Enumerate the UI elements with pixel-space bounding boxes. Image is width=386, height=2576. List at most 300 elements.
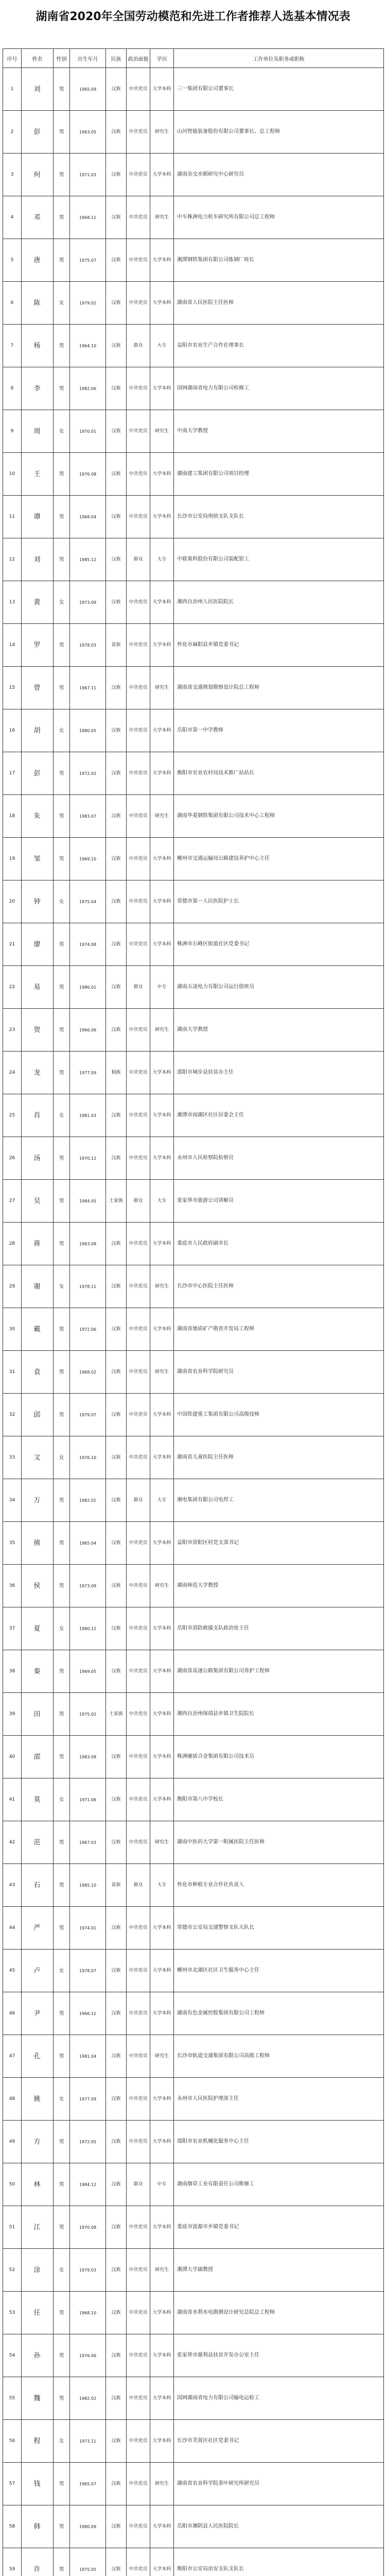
table-cell: 永州市人民检察院检察官 (174, 1137, 384, 1180)
column-header: 姓名 (22, 49, 54, 68)
table-cell: 2 (3, 111, 22, 154)
table-cell: 汉族 (106, 111, 127, 154)
table-cell: 4 (3, 196, 22, 239)
table-cell: 何 (22, 154, 54, 196)
table-cell: 大专 (150, 1180, 174, 1223)
table-cell: 大学本科 (150, 1052, 174, 1094)
column-header: 性别 (54, 49, 70, 68)
table-cell: 研究生 (150, 1265, 174, 1308)
table-cell: 大学本科 (150, 1137, 174, 1180)
table-cell: 男 (54, 923, 70, 966)
table-row (3, 2163, 384, 2206)
table-cell: 1972.02 (70, 752, 106, 795)
table-cell: 范 (22, 1821, 54, 1864)
table-cell: 大学本科 (150, 1992, 174, 2035)
table-row (3, 667, 384, 709)
table-cell: 男 (54, 1992, 70, 2035)
table-cell: 55 (3, 2377, 22, 2420)
table-cell: 大学本科 (150, 624, 174, 667)
table-cell: 汉族 (106, 752, 127, 795)
table-cell: 湖南省农业科学院茶叶研究所研究员 (174, 2463, 384, 2505)
table-cell: 益阳市资阳区村党支部书记 (174, 1522, 384, 1565)
column-header: 学历 (150, 49, 174, 68)
table-cell: 研究生 (150, 1565, 174, 1607)
table-cell: 长沙市公安局刑侦支队支队长 (174, 496, 384, 538)
table-cell: 7 (3, 325, 22, 367)
table-cell: 1971.03 (70, 154, 106, 196)
table-cell: 男 (54, 1522, 70, 1565)
table-cell: 湖南五凌电力有限公司运行值班员 (174, 966, 384, 1009)
table-cell: 男 (54, 2121, 70, 2163)
table-cell: 朱 (22, 795, 54, 838)
table-cell: 汉族 (106, 1137, 127, 1180)
table-cell: 永州市人民医院护理部主任 (174, 2078, 384, 2121)
column-header: 工作单位及职务或职称 (174, 49, 384, 68)
table-row (3, 795, 384, 838)
table-cell: 中共党员 (127, 1736, 150, 1778)
table-cell: 13 (3, 581, 22, 624)
table-cell: 刘 (22, 538, 54, 581)
table-cell: 汉族 (106, 2463, 127, 2505)
table-cell: 邵阳市城步县扶贫办主任 (174, 1052, 384, 1094)
table-cell: 女 (54, 1094, 70, 1137)
document-title: 湖南省2020年全国劳动模范和先进工作者推荐人选基本情况表 (36, 10, 350, 23)
table-cell: 长沙市轨道交通集团有限公司高级工程师 (174, 2035, 384, 2078)
table-cell: 怀化市麻阳县乡镇党委书记 (174, 624, 384, 667)
table-cell: 中共党员 (127, 1650, 150, 1693)
table-cell: 1977.09 (70, 1052, 106, 1094)
table-cell: 常德市公安局交通警察支队大队长 (174, 1907, 384, 1950)
table-cell: 湘西自治州人民医院院长 (174, 581, 384, 624)
table-cell: 中共党员 (127, 1436, 150, 1479)
table-cell: 1979.02 (70, 282, 106, 325)
table-cell: 1966.06 (70, 1009, 106, 1052)
table-cell: 女 (54, 2249, 70, 2292)
table-cell: 男 (54, 111, 70, 154)
table-cell: 大专 (150, 1864, 174, 1907)
table-cell: 23 (3, 1009, 22, 1052)
table-cell: 孙 (22, 2334, 54, 2377)
table-cell: 女 (54, 581, 70, 624)
table-cell: 36 (3, 1565, 22, 1607)
table-cell: 湘潭钢铁集团有限公司炼钢厂班长 (174, 239, 384, 282)
table-cell: 郴州市交通运输局公路建设养护中心主任 (174, 838, 384, 880)
table-cell: 曾 (22, 667, 54, 709)
table-cell: 中共党员 (127, 709, 150, 752)
table-cell: 14 (3, 624, 22, 667)
table-cell: 戴 (22, 1308, 54, 1351)
table-row (3, 1265, 384, 1308)
table-cell: 汉族 (106, 325, 127, 367)
table-cell: 中共党员 (127, 154, 150, 196)
table-cell: 群众 (127, 538, 150, 581)
table-row (3, 2420, 384, 2463)
table-cell: 男 (54, 2334, 70, 2377)
table-cell: 男 (54, 1821, 70, 1864)
table-cell: 5 (3, 239, 22, 282)
table-cell: 32 (3, 1394, 22, 1436)
table-row (3, 453, 384, 496)
table-cell: 31 (3, 1351, 22, 1394)
table-cell: 汉族 (106, 154, 127, 196)
table-cell: 汉族 (106, 2121, 127, 2163)
table-cell: 汉族 (106, 1565, 127, 1607)
table-row (3, 496, 384, 538)
table-cell: 女 (54, 1436, 70, 1479)
table-cell: 中共党员 (127, 838, 150, 880)
table-cell: 1980.09 (70, 2505, 106, 2548)
table-cell: 汉族 (106, 1009, 127, 1052)
table-cell: 43 (3, 1864, 22, 1907)
table-cell: 株洲硬质合金集团有限公司技术员 (174, 1736, 384, 1778)
table-cell: 1967.03 (70, 1821, 106, 1864)
table-cell: 衡阳市农业农村局技术推广站站长 (174, 752, 384, 795)
table-cell: 1981.04 (70, 2035, 106, 2078)
table-cell: 18 (3, 795, 22, 838)
table-row (3, 1864, 384, 1907)
table-cell: 大学本科 (150, 709, 174, 752)
table-cell: 大学本科 (150, 1522, 174, 1565)
table-cell: 男 (54, 1351, 70, 1394)
table-cell: 男 (54, 325, 70, 367)
table-cell: 中共党员 (127, 1137, 150, 1180)
table-row (3, 1479, 384, 1522)
table-cell: 17 (3, 752, 22, 795)
table-cell: 常德市第一人民医院护士长 (174, 880, 384, 923)
table-cell: 许 (22, 2548, 54, 2576)
table-cell: 中共党员 (127, 2035, 150, 2078)
table-cell: 钟 (22, 880, 54, 923)
table-row (3, 154, 384, 196)
table-cell: 男 (54, 1736, 70, 1778)
table-cell: 男 (54, 496, 70, 538)
table-cell: 39 (3, 1693, 22, 1736)
table-cell: 群众 (127, 1180, 150, 1223)
table-cell: 易 (22, 966, 54, 1009)
table-cell: 汉族 (106, 966, 127, 1009)
table-cell: 男 (54, 1693, 70, 1736)
table-cell: 湖南中医药大学第一附属医院主任医师 (174, 1821, 384, 1864)
table-cell: 1972.05 (70, 2121, 106, 2163)
table-cell: 37 (3, 1607, 22, 1650)
table-cell: 中共党员 (127, 667, 150, 709)
table-cell: 中共党员 (127, 1265, 150, 1308)
table-cell: 中共党员 (127, 1778, 150, 1821)
table-cell: 中共党员 (127, 2420, 150, 2463)
table-cell: 1976.06 (70, 2334, 106, 2377)
table-row (3, 196, 384, 239)
table-cell: 1975.07 (70, 239, 106, 282)
table-cell: 湘潭市雨湖区社区居委会主任 (174, 1094, 384, 1137)
table-cell: 50 (3, 2163, 22, 2206)
table-cell: 1973.09 (70, 1565, 106, 1607)
table-cell: 夏 (22, 1607, 54, 1650)
table-cell: 中共党员 (127, 624, 150, 667)
table-cell: 大学本科 (150, 1778, 174, 1821)
table-cell: 大学本科 (150, 2334, 174, 2377)
table-cell: 男 (54, 453, 70, 496)
table-cell: 大专 (150, 1479, 174, 1522)
table-cell: 唐 (22, 239, 54, 282)
table-cell: 中共党员 (127, 2249, 150, 2292)
table-cell: 汉族 (106, 1436, 127, 1479)
table-cell: 三一集团有限公司董事长 (174, 68, 384, 111)
table-cell: 熊 (22, 1522, 54, 1565)
table-cell: 汉族 (106, 1094, 127, 1137)
table-cell: 汤 (22, 1137, 54, 1180)
table-cell: 蒋 (22, 1223, 54, 1265)
table-cell: 秦 (22, 1650, 54, 1693)
table-cell: 1966.11 (70, 1992, 106, 2035)
table-cell: 1965.09 (70, 68, 106, 111)
table-row (3, 2377, 384, 2420)
table-cell: 汉族 (106, 1650, 127, 1693)
table-cell: 大学本科 (150, 2206, 174, 2249)
table-row (3, 2121, 384, 2163)
table-cell: 1983.07 (70, 795, 106, 838)
table-cell: 大学本科 (150, 581, 174, 624)
table-cell: 湖南省农业科学院研究员 (174, 1351, 384, 1394)
table-cell: 湘电集团有限公司电焊工 (174, 1479, 384, 1522)
table-cell: 研究生 (150, 2463, 174, 2505)
table-cell: 1978.03 (70, 624, 106, 667)
table-cell: 湖南建工集团有限公司项目经理 (174, 453, 384, 496)
table-cell: 1979.03 (70, 2249, 106, 2292)
table-cell: 男 (54, 966, 70, 1009)
table-cell: 28 (3, 1223, 22, 1265)
table-cell: 研究生 (150, 2035, 174, 2078)
table-cell: 男 (54, 367, 70, 410)
table-cell: 1 (3, 68, 22, 111)
table-cell: 汉族 (106, 2505, 127, 2548)
table-cell: 12 (3, 538, 22, 581)
table-cell: 1974.01 (70, 1907, 106, 1950)
table-row (3, 1436, 384, 1479)
table-row (3, 923, 384, 966)
table-cell: 46 (3, 1992, 22, 2035)
table-cell: 群众 (127, 325, 150, 367)
table-cell: 大学本科 (150, 496, 174, 538)
table-row (3, 1950, 384, 1992)
table-cell: 大学本科 (150, 2377, 174, 2420)
table-cell: 1967.11 (70, 667, 106, 709)
table-cell: 怀化市种植专业合作社负责人 (174, 1864, 384, 1907)
table-cell: 王 (22, 453, 54, 496)
table-cell: 男 (54, 2035, 70, 2078)
table-cell: 中共党员 (127, 1094, 150, 1137)
table-cell: 研究生 (150, 111, 174, 154)
table-cell: 1968.10 (70, 2292, 106, 2334)
table-cell: 大学本科 (150, 2420, 174, 2463)
table-cell: 1964.10 (70, 325, 106, 367)
table-cell: 1975.04 (70, 880, 106, 923)
table-cell: 彭 (22, 111, 54, 154)
table-cell: 大学本科 (150, 1436, 174, 1479)
table-cell: 湖南有色金属控股集团有限公司工程师 (174, 1992, 384, 2035)
table-row (3, 538, 384, 581)
table-cell: 男 (54, 196, 70, 239)
table-cell: 韩 (22, 2505, 54, 2548)
table-cell: 孔 (22, 2035, 54, 2078)
table-cell: 张家界市旅游公司讲解员 (174, 1180, 384, 1223)
table-cell: 湘西自治州保靖县乡镇卫生院院长 (174, 1693, 384, 1736)
table-cell: 湖南大学教授 (174, 1009, 384, 1052)
table-cell: 大学本科 (150, 1308, 174, 1351)
table-cell: 大学本科 (150, 1607, 174, 1650)
table-cell: 大学本科 (150, 1693, 174, 1736)
table-cell: 1978.07 (70, 1950, 106, 1992)
table-cell: 尹 (22, 1992, 54, 2035)
table-cell: 湖南省交通规划勘察设计院总工程师 (174, 667, 384, 709)
table-cell: 中共党员 (127, 68, 150, 111)
table-cell: 侗族 (106, 1052, 127, 1094)
table-cell: 方 (22, 2121, 54, 2163)
table-cell: 汉族 (106, 838, 127, 880)
table-cell: 大学本科 (150, 1094, 174, 1137)
table-row (3, 2463, 384, 2505)
table-cell: 周 (22, 410, 54, 453)
table-cell: 中共党员 (127, 1693, 150, 1736)
table-cell: 16 (3, 709, 22, 752)
table-cell: 1963.08 (70, 1223, 106, 1265)
table-cell: 1983.08 (70, 1736, 106, 1778)
table-row (3, 1223, 384, 1265)
table-cell: 40 (3, 1736, 22, 1778)
table-cell: 1968.11 (70, 196, 106, 239)
table-cell: 大学本科 (150, 239, 174, 282)
table-cell: 女 (54, 1950, 70, 1992)
table-cell: 邵阳市农业机械化服务中心主任 (174, 2121, 384, 2163)
table-row (3, 838, 384, 880)
table-row (3, 709, 384, 752)
table-cell: 10 (3, 453, 22, 496)
table-cell: 研究生 (150, 667, 174, 709)
table-cell: 男 (54, 1650, 70, 1693)
table-cell: 中共党员 (127, 1223, 150, 1265)
table-cell: 男 (54, 838, 70, 880)
table-cell: 男 (54, 1223, 70, 1265)
table-row (3, 2035, 384, 2078)
table-cell: 万 (22, 1479, 54, 1522)
table-cell: 1976.08 (70, 453, 106, 496)
table-cell: 1979.07 (70, 1394, 106, 1436)
table-row (3, 880, 384, 923)
table-cell: 汉族 (106, 1308, 127, 1351)
table-cell: 3 (3, 154, 22, 196)
table-cell: 男 (54, 1137, 70, 1180)
table-cell: 林 (22, 2163, 54, 2206)
table-row (3, 581, 384, 624)
table-cell: 中共党员 (127, 880, 150, 923)
table-cell: 男 (54, 2377, 70, 2420)
table-row (3, 1607, 384, 1650)
table-cell: 1970.08 (70, 2206, 106, 2249)
table-cell: 1982.06 (70, 367, 106, 410)
table-cell: 1969.05 (70, 1650, 106, 1693)
table-cell: 男 (54, 538, 70, 581)
table-cell: 大学本科 (150, 282, 174, 325)
table-cell: 1968.02 (70, 1351, 106, 1394)
table-row (3, 1907, 384, 1950)
table-cell: 中共党员 (127, 2505, 150, 2548)
table-row (3, 239, 384, 282)
table-cell: 汉族 (106, 2035, 127, 2078)
table-cell: 56 (3, 2420, 22, 2463)
table-row (3, 2078, 384, 2121)
table-cell: 男 (54, 1479, 70, 1522)
table-cell: 中共党员 (127, 2548, 150, 2576)
table-cell: 田 (22, 1693, 54, 1736)
table-cell: 1965.07 (70, 2463, 106, 2505)
table-cell: 1971.06 (70, 1778, 106, 1821)
table-cell: 大学本科 (150, 453, 174, 496)
table-row (3, 2505, 384, 2548)
table-cell: 汉族 (106, 2206, 127, 2249)
table-cell: 汉族 (106, 2249, 127, 2292)
table-cell: 贺 (22, 1009, 54, 1052)
table-row (3, 1565, 384, 1607)
table-cell: 石 (22, 1864, 54, 1907)
table-cell: 钱 (22, 2463, 54, 2505)
table-cell: 汉族 (106, 2420, 127, 2463)
table-cell: 湖南省高速公路集团有限公司养护工程师 (174, 1650, 384, 1693)
table-cell: 中共党员 (127, 2292, 150, 2334)
table-cell: 中共党员 (127, 2206, 150, 2249)
table-cell: 中共党员 (127, 367, 150, 410)
table-cell: 中共党员 (127, 410, 150, 453)
table-cell: 男 (54, 1907, 70, 1950)
table-cell: 中共党员 (127, 1907, 150, 1950)
table-cell: 国网湖南省电力有限公司检修工 (174, 367, 384, 410)
table-cell: 女 (54, 2420, 70, 2463)
table-cell: 中共党员 (127, 2377, 150, 2420)
table-cell: 卢 (22, 1950, 54, 1992)
table-cell: 女 (54, 709, 70, 752)
table-cell: 1981.03 (70, 1094, 106, 1137)
table-cell: 男 (54, 1308, 70, 1351)
table-cell: 1973.11 (70, 2420, 106, 2463)
table-cell: 衡阳市第八中学校长 (174, 1778, 384, 1821)
table-cell: 1977.09 (70, 2078, 106, 2121)
table-cell: 大学本科 (150, 880, 174, 923)
table-cell: 1986.01 (70, 966, 106, 1009)
table-cell: 1982.02 (70, 2377, 106, 2420)
table-cell: 大学本科 (150, 752, 174, 795)
table-cell: 群众 (127, 966, 150, 1009)
table-cell: 大学本科 (150, 1223, 174, 1265)
table-cell: 汉族 (106, 1950, 127, 1992)
table-cell: 35 (3, 1522, 22, 1565)
table-cell: 胡 (22, 709, 54, 752)
table-cell: 江 (22, 2206, 54, 2249)
table-cell: 谢 (22, 1265, 54, 1308)
table-cell: 湖南华菱钢铁集团有限公司技术中心工程师 (174, 795, 384, 838)
table-row (3, 2206, 384, 2249)
table-cell: 肖 (22, 1094, 54, 1137)
table-cell: 1978.11 (70, 1265, 106, 1308)
table-cell: 男 (54, 2206, 70, 2249)
table-cell: 大学本科 (150, 1950, 174, 1992)
table-cell: 吴 (22, 1180, 54, 1223)
table-cell: 刘 (22, 68, 54, 111)
table-cell: 1980.05 (70, 709, 106, 752)
table-cell: 大学本科 (150, 2292, 174, 2334)
table-cell: 27 (3, 1180, 22, 1223)
table-cell: 汉族 (106, 196, 127, 239)
table-cell: 汉族 (106, 667, 127, 709)
table-cell: 中共党员 (127, 1394, 150, 1436)
table-cell: 24 (3, 1052, 22, 1094)
